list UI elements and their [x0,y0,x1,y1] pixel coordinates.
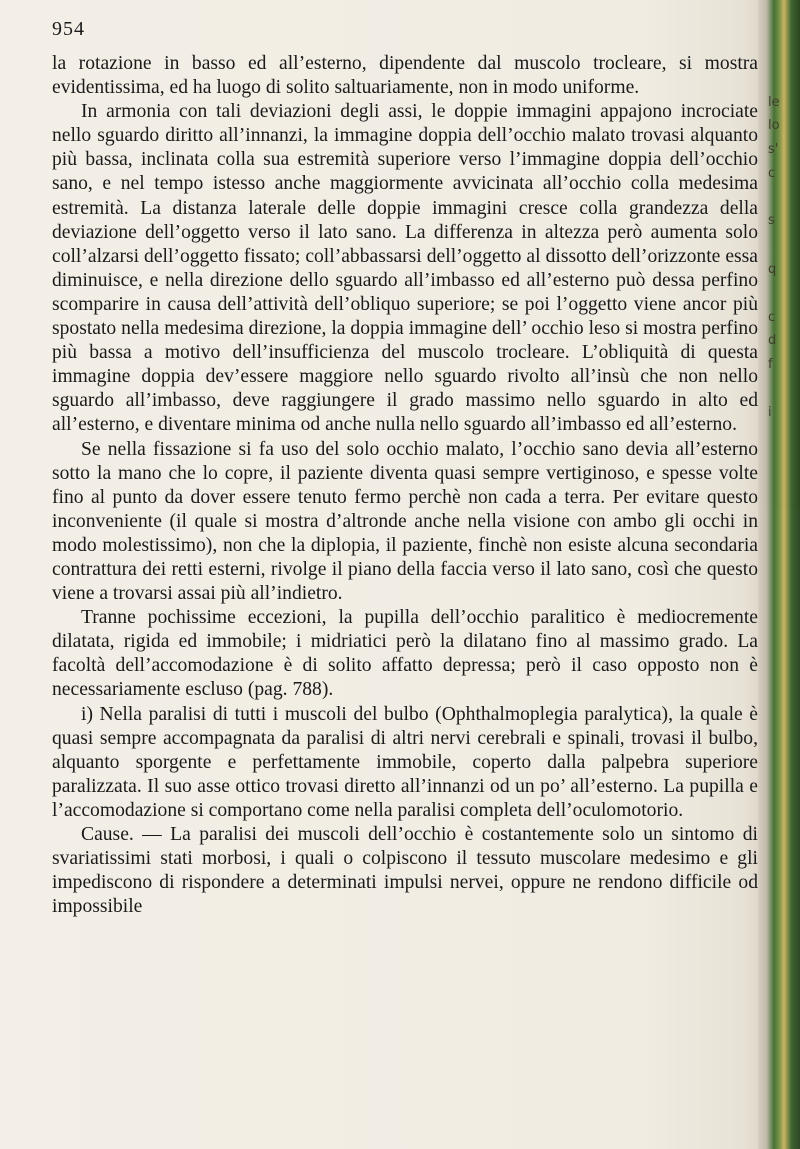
paragraph-2: In armonia con tali deviazioni degli assi, le doppie immagini appajono incrociate nello sguardo diritto all’innanzi, la immagine doppia dell’occhio malato trovasi alquanto più bassa, inclinata colla sua estremità superiore verso l’immagine doppia dell’occhio sano, e nel tempo istesso anche maggiormente avvicinata all’occhio colla medesima estremità. La distanza laterale delle doppie immagini cresce colla grandezza della deviazione dell’oggetto verso il lato sano. La differenza in altezza però aumenta solo coll’alzarsi dell’oggetto fissato; coll’abbassarsi dell’oggetto al dissotto dell’orizzonte essa diminuisce, e nella direzione dello sguardo all’imbasso ed all’esterno può dessa perfino scomparire in causa dell’attività dell’obliquo superiore; se poi l’oggetto viene ancor più spostato nella medesima direzione, la doppia immagine dell’ occhio leso si mostra perfino più bassa a motivo dell’insufficienza del muscolo trocleare. L’obliquità di questa immagine doppia dev’essere maggiore nello sguardo rivolto all’insù che non nello sguardo all’imbasso, deve raggiungere il grado massimo nello sguardo in alto ed all’esterno, e diventare minima od anche nulla nello sguardo all’imbasso ed all’esterno. [52,101,758,436]
edge-mark: c [768,310,776,325]
edge-mark: i [768,405,772,420]
paragraph-4: Tranne pochissime eccezioni, la pupilla dell’occhio paralitico è mediocremente dilatata, rigida ed immobile; i midriatici però la dilatano fino al massimo grado. La facoltà dell’accomodazione è di solito affatto depressa; però il caso opposto non è necessariamente escluso (pag. 788). [52,607,758,701]
edge-mark: d [768,333,777,348]
paragraph-1: la rotazione in basso ed all’esterno, dipendente dal muscolo trocleare, si mostra evidentissima, ed ha luogo di solito saltuariamente, non in modo uniforme. [52,53,758,99]
edge-mark: s' [768,142,779,157]
edge-mark: c [768,166,776,181]
paragraph-3: Se nella fissazione si fa uso del solo occhio malato, l’occhio sano devia all’esterno sotto la mano che lo copre, il paziente diventa quasi sempre vertiginoso, e spesse volte fino al punto da dover essere tenuto fermo perchè non cada a terra. Per evitare questo inconveniente (il quale si mostra d’altronde anche nella visione con ambo gli occhi in modo molestissimo), non che la diplopia, il paziente, finchè non esiste alcuna secondaria contrattura dei retti esterni, rivolge il piano della faccia verso il lato sano, così che questo viene a trovarsi assai più all’indietro. [52,438,758,605]
book-edge-adjacent-page [758,0,800,1149]
edge-mark: f [768,357,773,372]
paragraph-6: Cause. — La paralisi dei muscoli dell’occhio è costantemente solo un sintomo di svariatissimi stati morbosi, i quali o colpiscono il tessuto muscolare medesimo e gli impediscono di rispondere a determinati impulsi nervei, oppure ne rendono difficile od impossibile [52,824,758,918]
paragraph-5: i) Nella paralisi di tutti i muscoli del bulbo (Ophthalmoplegia paralytica), la quale è quasi sempre accompagnata da paralisi di altri nervi cerebrali e spinali, trovasi il bulbo, alquanto sporgente e perfettamente immobile, coperto dalla palpebra superiore paralizzata. Il suo asse ottico trovasi diretto all’innanzi od un po’ all’esterno. La pupilla e l’accomodazione si comportano come nella paralisi completa dell’oculomotorio. [52,703,758,821]
edge-mark: s [768,213,775,228]
edge-mark: le [768,95,780,110]
edge-mark: lo [768,118,780,133]
page-number: 954 [52,18,85,40]
body-text [52,52,758,919]
edge-mark: q [768,262,777,277]
